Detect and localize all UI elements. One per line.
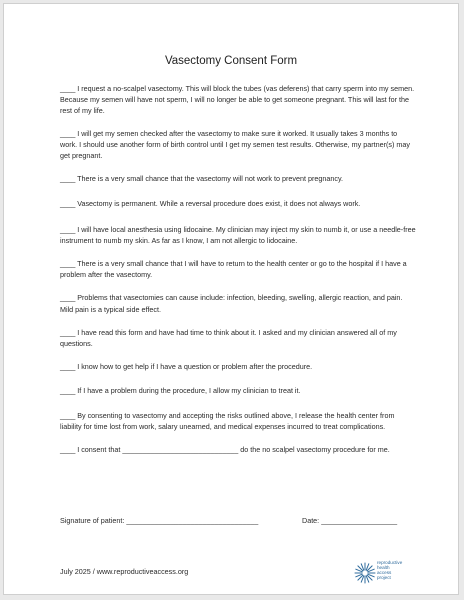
signature-line[interactable]: _________________________________ xyxy=(126,516,259,525)
initial-blank[interactable]: ____ xyxy=(60,84,76,93)
consent-form-page xyxy=(3,3,459,595)
initial-blank[interactable]: ____ xyxy=(60,327,76,337)
statement-5: ____ I will have local anesthesia using lidocaine. My clinician may inject my skin to numb it, or use a needle-free instrument to numb my skin. As far as I know, I am not allergic to lidocaine. xyxy=(60,224,416,245)
statement-6: ____ There is a very small chance that I will have to return to the health center or go to the hospital if I have a problem after the vasectomy. xyxy=(60,259,407,280)
consent-suffix: do the no scalpel vasectomy procedure for me. xyxy=(240,445,390,455)
signature-label: Signature of patient: xyxy=(60,516,125,525)
consent-statement xyxy=(60,444,416,455)
initial-blank[interactable]: ____ xyxy=(60,293,76,303)
organization-logo xyxy=(354,560,424,586)
sunburst-logo-icon xyxy=(354,562,376,584)
date-label: Date: xyxy=(302,516,320,525)
signature-row xyxy=(60,516,258,525)
statement-4: ____ Vasectomy is permanent. While a reversal procedure does exist, it does not always work. xyxy=(60,199,361,209)
statement-11: ____ By consenting to vasectomy and accepting the risks outlined above, I release the health center from liability for time lost from work, salary unearned, and medical expenses incurred to treat complications. xyxy=(60,410,395,431)
initial-blank[interactable]: ____ xyxy=(60,128,76,138)
consent-prefix: I consent that xyxy=(77,445,121,455)
page-title: Vasectomy Consent Form xyxy=(164,55,298,67)
initial-blank[interactable]: ____ xyxy=(60,445,76,455)
initial-blank[interactable]: ____ xyxy=(60,362,76,372)
statement-9: ____ I know how to get help if I have a question or problem after the procedure. xyxy=(60,362,313,372)
clinician-name-blank[interactable]: _____________________________ xyxy=(122,445,239,455)
statement-2: ____ I will get my semen checked after the vasectomy to make sure it worked. It usually takes 3 months to work. I should use another form of birth control until I get my semen test results. Otherwise, my partner(s) may get pregnant. xyxy=(60,128,410,161)
initial-blank[interactable]: ____ xyxy=(60,199,76,209)
date-line[interactable]: ___________________ xyxy=(321,516,398,525)
initial-blank[interactable]: ____ xyxy=(60,259,76,269)
initial-blank[interactable]: ____ xyxy=(60,174,76,184)
statement-10: ____ If I have a problem during the procedure, I allow my clinician to treat it. xyxy=(60,386,301,396)
footer-text: July 2025 / www.reproductiveaccess.org xyxy=(60,567,189,576)
logo-wordmark: reproductive health access project xyxy=(377,560,403,580)
statement-8: ____ I have read this form and have had time to think about it. I asked and my clinician answered all of my questions. xyxy=(60,327,397,349)
initial-blank[interactable]: ____ xyxy=(60,386,76,396)
initial-blank[interactable]: ____ xyxy=(60,410,76,420)
date-row xyxy=(302,516,397,525)
statement-3: ____ There is a very small chance that the vasectomy will not work to prevent pregnancy. xyxy=(60,174,344,184)
initial-blank[interactable]: ____ xyxy=(60,224,76,234)
consent-statements xyxy=(60,83,416,455)
statement-1: ____ I request a no-scalpel vasectomy. This will block the tubes (vas deferens) that carry sperm into my semen. Because my semen will have not sperm, I will no longer be able to get someone pregnant. This will last for the rest of my life. xyxy=(60,84,415,116)
statement-7: ____ Problems that vasectomies can cause include: infection, bleeding, swelling, allergic reaction, and pain. Mild pain is a typical side effect. xyxy=(60,293,403,314)
